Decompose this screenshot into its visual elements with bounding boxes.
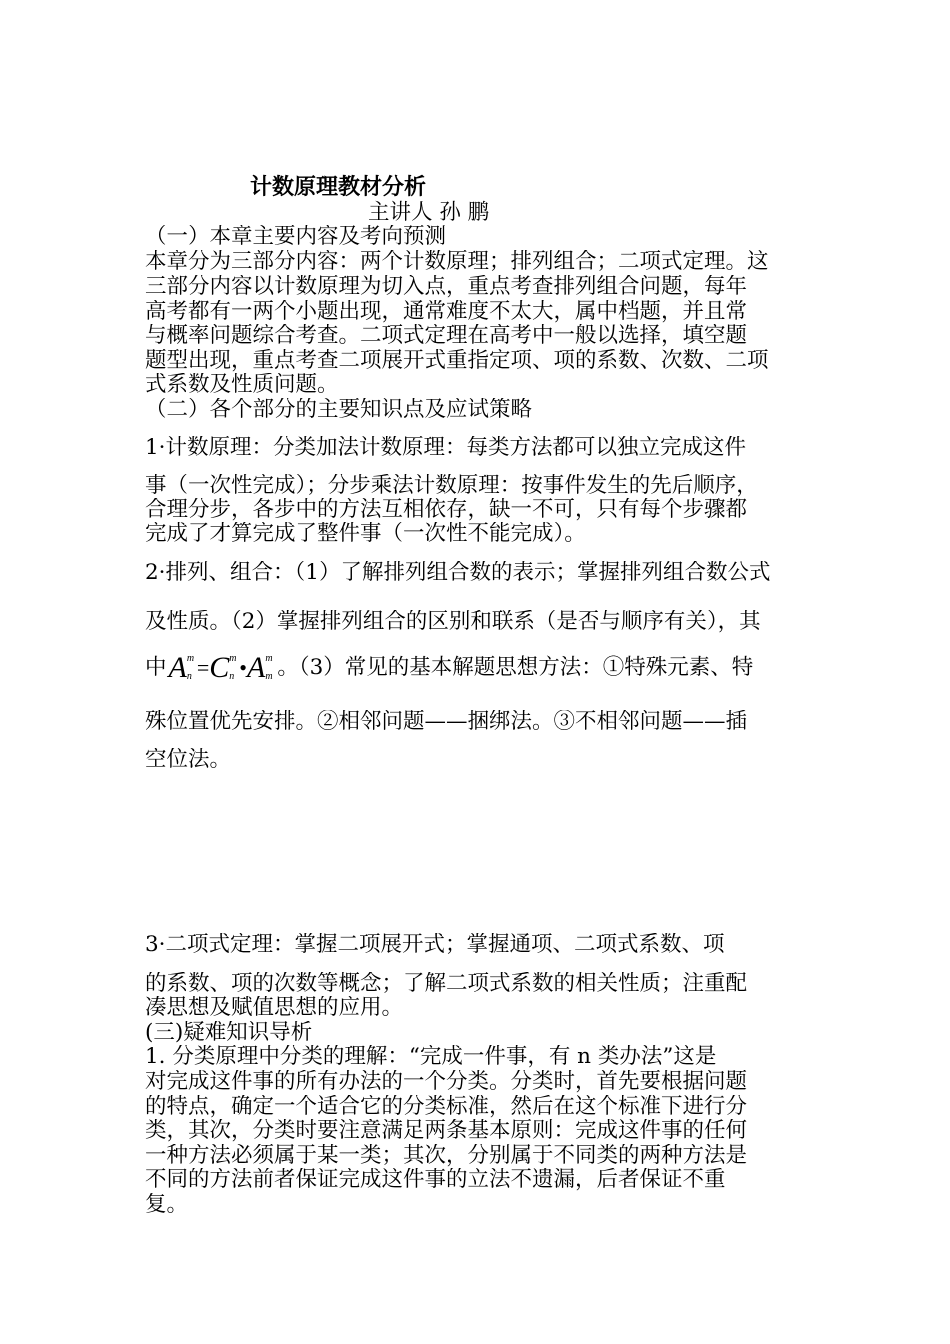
formula-a-indices [187,650,197,686]
formula-equals: = [196,655,210,680]
formula-c-letter: C [209,651,230,684]
section3-line: 类，其次，分类时要注意满足两条基本原则：完成这件事的任何 [145,1119,748,1143]
formula-a-sup: m [186,653,195,664]
part2-line: 殊位置优先安排。②相邻问题——捆绑法。③不相邻问题——插 [145,710,748,734]
section3-line: 1. 分类原理中分类的理解：“完成一件事，有 n 类办法”这是 [145,1045,717,1069]
document-author: 主讲人 孙 鹏 [368,200,490,225]
section1-line: 与概率问题综合考查。二项式定理在高考中一般以选择，填空题 [145,324,748,348]
section1-line: 三部分内容以计数原理为切入点，重点考查排列组合问题，每年 [145,275,748,299]
part2-formula-line [145,650,810,694]
section3-line: 一种方法必须属于某一类；其次，分别属于不同类的两种方法是 [145,1144,748,1168]
section1-heading: （一）本章主要内容及考向预测 [145,225,447,249]
formula-a2-sup: m [265,653,273,664]
part3-line: 3·二项式定理：掌握二项展开式；掌握通项、二项式系数、项 [145,933,725,957]
part3-line: 的系数、项的次数等概念；了解二项式系数的相关性质；注重配 [145,972,748,996]
formula-dot: • [239,655,247,680]
section1-line: 高考都有一两个小题出现，通常难度不太大，属中档题，并且常 [145,300,748,324]
section1-line: 式系数及性质问题。 [145,373,339,397]
formula-c-sub: n [229,671,235,682]
section3-line: 不同的方法前者保证完成这件事的立法不遗漏，后者保证不重 [145,1168,726,1192]
part1-line: 事（一次性完成）；分步乘法计数原理：按事件发生的先后顺序， [145,474,758,498]
part1-line: 1·计数原理：分类加法计数原理：每类方法都可以独立完成这件 [145,436,747,460]
part1-line: 合理分步，各步中的方法互相依存，缺一不可，只有每个步骤都 [145,498,748,522]
section3-line: 对完成这件事的所有办法的一个分类。分类时，首先要根据问题 [145,1070,748,1094]
formula-c-indices [229,650,239,686]
permutation-formula [169,650,276,686]
section3-line: 复。 [145,1193,189,1217]
section2-heading: （二）各个部分的主要知识点及应试策略 [145,398,533,422]
part2-line: 及性质。（2）掌握排列组合的区别和联系（是否与顺序有关），其 [145,610,761,634]
formula-a2-letter: A [246,651,266,684]
section1-line: 本章分为三部分内容：两个计数原理；排列组合；二项式定理。这 [145,250,769,274]
part3-line: 凑思想及赋值思想的应用。 [145,996,404,1020]
part2-line: 2·排列、组合：（1）了解排列组合数的表示；掌握排列组合数公式 [145,561,771,585]
formula-c-sup: m [229,653,237,664]
formula-a2-indices [265,650,275,686]
formula-suffix: 。（3）常见的基本解题思想方法：①特殊元素、特 [277,655,754,680]
formula-a2-sub: m [265,671,273,682]
section1-line: 题型出现，重点考查二项展开式重指定项、项的系数、次数、二项 [145,349,769,373]
part1-line: 完成了才算完成了整件事（一次性不能完成）。 [145,522,586,546]
section3-heading: (三)疑难知识导析 [145,1021,313,1045]
document-title: 计数原理教材分析 [250,174,427,200]
section3-line: 的特点，确定一个适合它的分类标准，然后在这个标准下进行分 [145,1095,748,1119]
formula-a-letter: A [168,651,187,684]
part2-line: 空位法。 [145,748,232,772]
formula-prefix: 中 [145,655,167,680]
formula-a-sub: n [186,671,192,682]
